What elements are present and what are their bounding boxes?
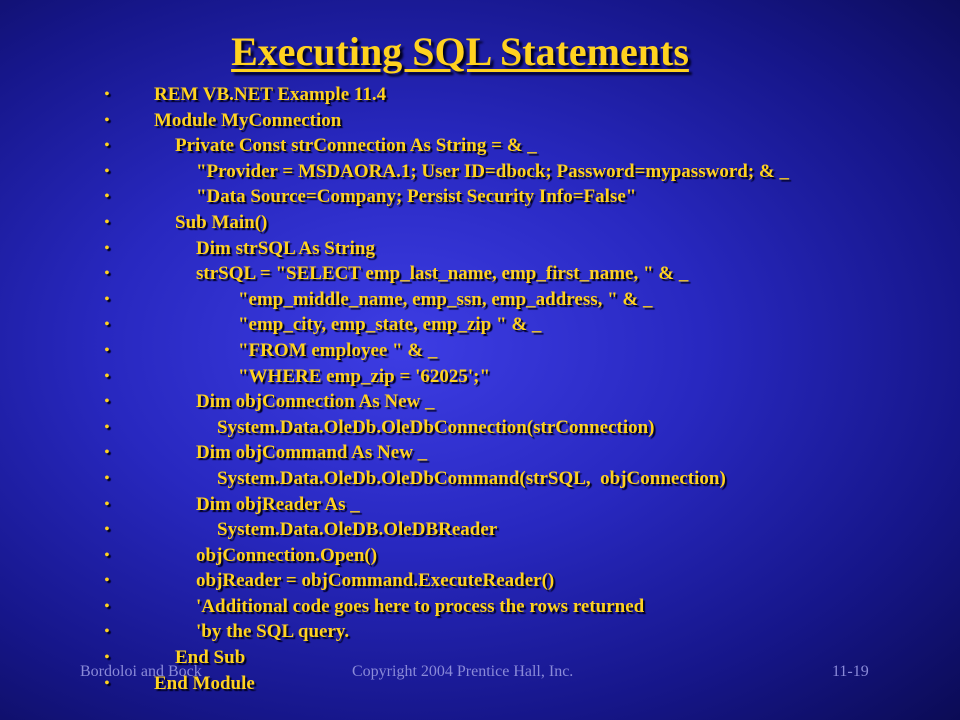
footer-slide-number: 11-19: [832, 663, 869, 680]
code-line-text: "emp_city, emp_state, emp_zip " & _: [238, 314, 542, 336]
code-line-text: System.Data.OleDB.OleDBReader: [217, 519, 498, 541]
bullet-icon: •: [104, 214, 110, 230]
code-line-text: Sub Main(): [175, 211, 268, 233]
code-line-text: Dim objReader As _: [196, 493, 360, 515]
slide-title: Executing SQL Statements: [231, 29, 689, 74]
code-line-text: "Data Source=Company; Persist Security Info=False": [196, 186, 637, 208]
bullet-icon: •: [104, 522, 110, 538]
bullet-icon: •: [104, 547, 110, 563]
bullet-icon: •: [104, 189, 110, 205]
bullet-icon: •: [104, 445, 110, 461]
bullet-icon: •: [104, 650, 110, 666]
bullet-icon: •: [104, 496, 110, 512]
bullet-icon: •: [104, 342, 110, 358]
bullet-icon: •: [104, 573, 110, 589]
code-line-text: System.Data.OleDb.OleDbCommand(strSQL, objConnection): [217, 467, 726, 489]
bullet-icon: •: [104, 419, 110, 435]
code-line-text: Private Const strConnection As String = & _: [175, 135, 537, 157]
bullet-icon: •: [104, 598, 110, 614]
bullet-icon: •: [104, 266, 110, 282]
code-line-text: End Module: [154, 672, 255, 694]
code-line-text: End Sub: [175, 647, 246, 669]
bullet-icon: •: [104, 470, 110, 486]
code-line-text: objReader = objCommand.ExecuteReader(): [196, 570, 555, 592]
bullet-icon: •: [104, 675, 110, 691]
bullet-icon: •: [104, 87, 110, 102]
bullet-icon: •: [104, 394, 110, 410]
code-line-text: 'Additional code goes here to process the rows returned: [196, 595, 645, 617]
code-line-text: objConnection.Open(): [196, 544, 378, 566]
code-line-text: strSQL = "SELECT emp_last_name, emp_first_name, " & _: [196, 263, 689, 285]
code-line-text: "Provider = MSDAORA.1; User ID=dbock; Password=mypassword; & _: [196, 160, 789, 182]
bullet-icon: •: [104, 112, 110, 128]
code-line-text: Dim objConnection As New _: [196, 391, 435, 413]
code-line-text: Dim strSQL As String: [196, 237, 375, 259]
bullet-icon: •: [104, 624, 110, 640]
footer-copyright: Copyright 2004 Prentice Hall, Inc.: [352, 663, 574, 680]
code-line-text: 'by the SQL query.: [196, 621, 350, 643]
footer-authors: Bordoloi and Bock: [80, 663, 202, 680]
bullet-icon: •: [104, 138, 110, 154]
bullet-icon: •: [104, 240, 110, 256]
code-line-text: Module MyConnection: [154, 109, 342, 131]
code-line-text: "emp_middle_name, emp_ssn, emp_address, " & _: [238, 288, 653, 310]
bullet-icon: •: [104, 368, 110, 384]
bullet-icon: •: [104, 291, 110, 307]
bullet-icon: •: [104, 317, 110, 333]
code-line-text: System.Data.OleDb.OleDbConnection(strConnection): [217, 416, 655, 438]
code-line-text: REM VB.NET Example 11.4: [154, 84, 387, 105]
code-line-text: "WHERE emp_zip = '62025';": [238, 365, 491, 387]
bullet-icon: •: [104, 163, 110, 179]
code-line-text: Dim objCommand As New _: [196, 442, 428, 464]
code-line-text: "FROM employee " & _: [238, 339, 438, 361]
